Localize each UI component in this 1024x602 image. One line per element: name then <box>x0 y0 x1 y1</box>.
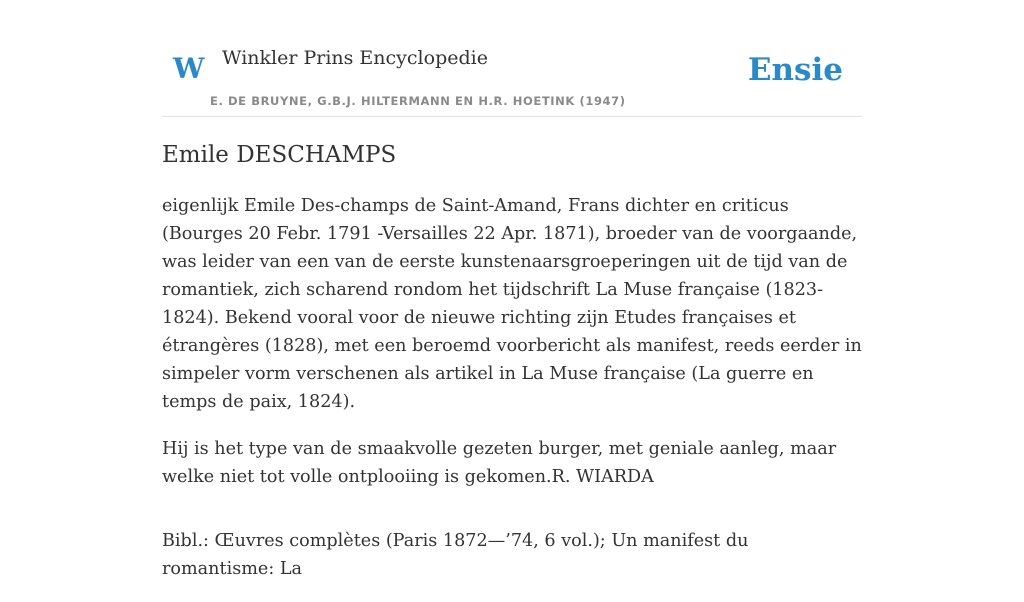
publication-authors: E. DE BRUYNE, G.B.J. HILTERMANN EN H.R. HOETINK (1947) <box>210 94 626 108</box>
bibliography-paragraph: Bibl.: Œuvres complètes (Paris 1872—’74, 6 vol.); Un manifest du romantisme: La <box>162 531 749 579</box>
site-header <box>162 0 862 117</box>
ensie-brand-logo[interactable]: Ensie <box>747 52 843 88</box>
article-body <box>162 192 862 602</box>
article-paragraph: eigenlijk Emile Des-champs de Saint-Amand, Frans dichter en criticus (Bourges 20 Febr. 1791 -Versailles 22 Apr. 1871), broeder van de voorgaande, was leider van een van de eerste kunstenaarsgroeperingen uit de tijd van de romantiek, zich scharend rondom het tijdschrift La Muse française (1823-1824). Bekend vooral voor de nieuwe richting zijn Etudes françaises et étrangères (1828), met een beroemd voorbericht als manifest, reeds eerder in simpeler vorm verschenen als artikel in La Muse française (La guerre en temps de paix, 1824). <box>162 196 862 412</box>
publication-logo[interactable]: W <box>173 52 205 85</box>
article-paragraph: Hij is het type van de smaakvolle gezeten burger, met geniale aanleg, maar welke niet tot volle ontplooiing is gekomen.R. WIARDA <box>162 439 837 487</box>
publication-title[interactable]: Winkler Prins Encyclopedie <box>222 47 488 69</box>
page-container <box>162 0 862 579</box>
article-title: Emile DESCHAMPS <box>162 142 397 168</box>
